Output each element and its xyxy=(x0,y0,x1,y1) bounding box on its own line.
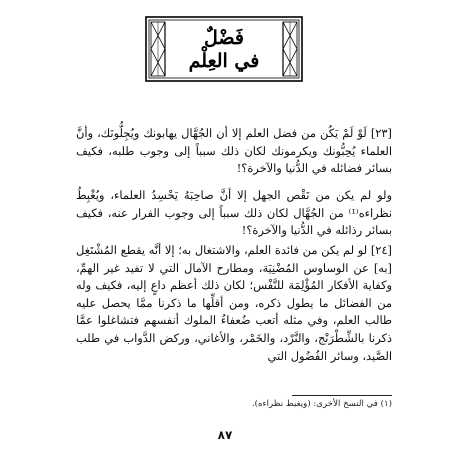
footnote-divider xyxy=(292,395,392,396)
paragraph-text: ولو لم يكن من نَقْص الجهل إلا أنَّ صاحِبَهُ يَحْسِدُ العلماء، ويُغْبِطُ نظراءه⁽¹⁾ من الجُهَّال لكان ذلك سبباً إلى وجوب الفرار عنه، فكيف بسائر رذائله في الدُّنيا والآخرة؟! xyxy=(76,188,392,238)
ornamental-border-icon xyxy=(145,16,303,82)
paragraph-23 xyxy=(76,125,392,178)
chapter-title-line1: فَضْلٌ xyxy=(204,27,244,49)
footnote: (١) في النسخ الأخرى: (ويغبط نظراءه). xyxy=(251,399,392,409)
chapter-title-frame xyxy=(145,16,303,82)
page-number: ٨٧ xyxy=(217,428,233,442)
paragraph-24 xyxy=(76,242,392,365)
chapter-title-line2: في العِلْم xyxy=(188,50,260,72)
paragraph-23-continued xyxy=(76,187,392,240)
paragraph-text: [٢٤] لو لم يكن من فائدة العلم، والاشتغال به؛ إلا أنَّه يقطع المُشْتَغِل [به] عن الوساوس المُضْنِيَة، ومطارح الآمال التي لا تفيد غير الهمِّ، وكفاية الأفكار المُؤْلِمَة للنَّفْس؛ لكان ذلك أعظم داعٍ إليه، فكيف وله من الفضائل ما يطول ذكره، ومن أقلِّها ما ذكرنا ممَّا يحصل عليه طالب العلم، وفي مثله أتعب ضُعفاءُ الملوك أنفسهم فتشاغلوا عمَّا ذكرنا بالشِّطْرَنْج، والنَّرْد، والخَمْر، والأغاني، وركض الدَّواب في طلب الصَّيد، وسائر الفُضُول التي xyxy=(76,243,392,363)
paragraph-text: [٢٣] لَوْ لَمْ يَكُن من فضل العلم إلا أن الجُهَّال يهابونك ويُجِلُّونَك، وأنَّ العلماء يُحِبُّونك ويكرمونك لكان ذلك سبباً إلى وجوب طلبه، فكيف بسائر فضائله في الدُّنيا والآخرة؟! xyxy=(76,126,392,176)
